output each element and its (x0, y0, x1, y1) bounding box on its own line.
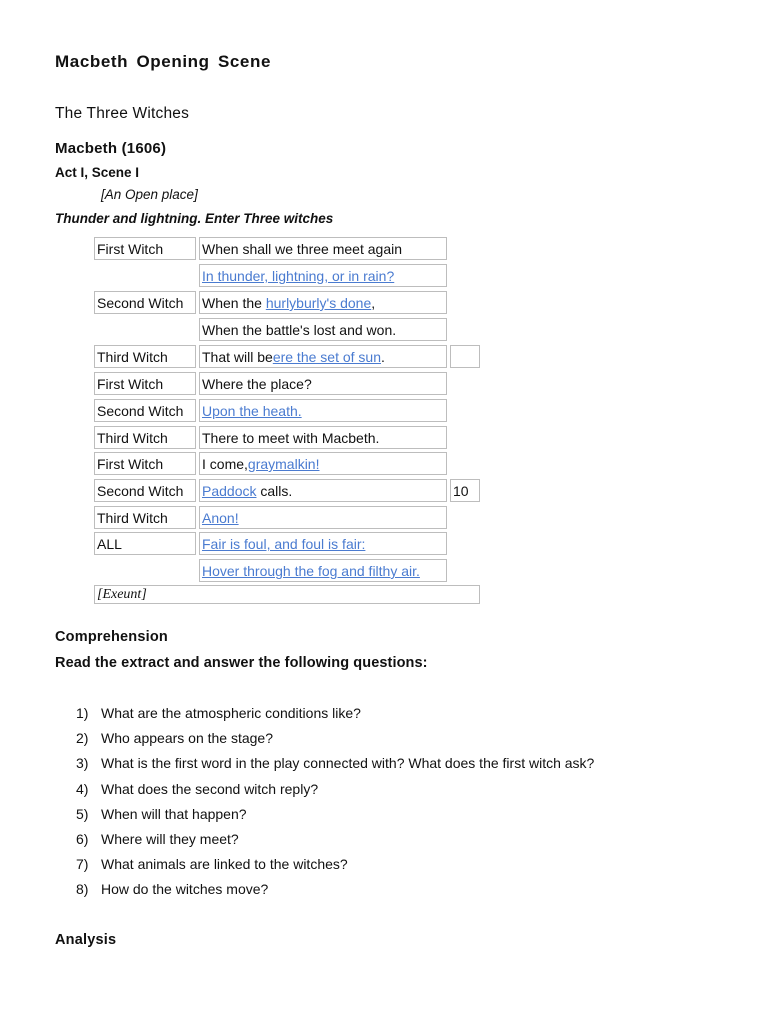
question-text: What is the first word in the play connected with? What does the first witch ask? (101, 755, 595, 772)
annotation-link[interactable]: hurlyburly's done (265, 295, 372, 311)
line-number-cell (450, 345, 480, 368)
speaker-cell: Second Witch (94, 399, 196, 422)
line-text: calls. (256, 483, 293, 499)
question-item (76, 752, 594, 777)
speaker-cell: Second Witch (94, 291, 196, 314)
line-text: When the battle's lost and won. (202, 322, 397, 338)
stage-direction: Thunder and lightning. Enter Three witches (55, 211, 334, 226)
question-number: 2) (76, 730, 89, 747)
question-text: When will that happen? (101, 805, 247, 822)
line-text: There to meet with Macbeth. (202, 430, 380, 446)
question-number: 7) (76, 856, 89, 873)
document-title: Macbeth Opening Scene (55, 52, 272, 71)
analysis-heading: Analysis (55, 932, 117, 948)
line-text: When shall we three meet again (202, 241, 402, 257)
line-text: . (381, 349, 385, 365)
question-text: What animals are linked to the witches? (101, 856, 348, 873)
line-number-cell: 10 (450, 479, 480, 502)
question-text: Where will they meet? (101, 830, 239, 847)
question-number: 5) (76, 805, 89, 822)
setting-direction: [An Open place] (101, 187, 198, 202)
line-text: When the (202, 295, 266, 311)
speaker-cell: Third Witch (94, 345, 196, 368)
exeunt-direction: [Exeunt] (94, 585, 480, 604)
script-line-cell (199, 532, 447, 555)
script-line-cell (199, 372, 447, 395)
script-line-cell (199, 479, 447, 502)
annotation-link[interactable]: Fair is foul, and foul is fair: (202, 536, 366, 552)
script-line-cell (199, 452, 447, 475)
annotation-link[interactable]: ere the set of sun (272, 349, 381, 365)
question-number: 1) (76, 705, 89, 721)
comprehension-heading: Comprehension (55, 629, 168, 645)
annotation-link[interactable]: graymalkin! (247, 456, 320, 472)
question-list (76, 702, 594, 904)
speaker-cell: Third Witch (94, 426, 196, 449)
annotation-link[interactable]: Paddock (202, 483, 257, 499)
speaker-cell: First Witch (94, 237, 196, 260)
question-number: 6) (76, 830, 89, 847)
question-text: What does the second witch reply? (101, 780, 319, 797)
script-line-cell (199, 559, 447, 582)
line-text: Where the place? (202, 376, 312, 392)
question-item (76, 853, 594, 878)
question-item (76, 828, 594, 853)
question-text: How do the witches move? (101, 881, 269, 898)
question-number: 3) (76, 755, 89, 772)
script-line-cell (199, 506, 447, 529)
script-line-cell (199, 426, 447, 449)
speaker-cell: ALL (94, 532, 196, 555)
document-subtitle: The Three Witches (55, 105, 190, 122)
script-line-cell (199, 237, 447, 260)
line-text: That will be (202, 349, 273, 365)
question-item (76, 727, 594, 752)
line-text: , (371, 295, 376, 311)
speaker-cell: First Witch (94, 372, 196, 395)
script-line-cell (199, 345, 447, 368)
speaker-cell: First Witch (94, 452, 196, 475)
question-item (76, 702, 594, 727)
speaker-cell: Second Witch (94, 479, 196, 502)
annotation-link[interactable]: Hover through the fog and filthy air. (202, 563, 420, 579)
script-line-cell (199, 318, 447, 341)
question-text: Who appears on the stage? (101, 730, 274, 747)
script-line-cell (199, 291, 447, 314)
question-number: 4) (76, 780, 89, 797)
script-line-cell (199, 399, 447, 422)
question-item (76, 803, 594, 828)
annotation-link[interactable]: Anon! (202, 510, 239, 526)
annotation-link[interactable]: Upon the heath. (202, 403, 302, 419)
script-line-cell (199, 264, 447, 287)
speaker-cell: Third Witch (94, 506, 196, 529)
line-text: I come, (202, 456, 248, 472)
question-item (76, 878, 594, 903)
comprehension-instructions: Read the extract and answer the following questions: (55, 655, 428, 671)
question-number: 8) (76, 881, 89, 898)
question-item (76, 778, 594, 803)
question-text: What are the atmospheric conditions like? (101, 705, 361, 721)
play-title: Macbeth (1606) (55, 140, 167, 157)
annotation-link[interactable]: In thunder, lightning, or in rain? (202, 268, 395, 284)
act-scene-heading: Act I, Scene I (55, 165, 140, 180)
